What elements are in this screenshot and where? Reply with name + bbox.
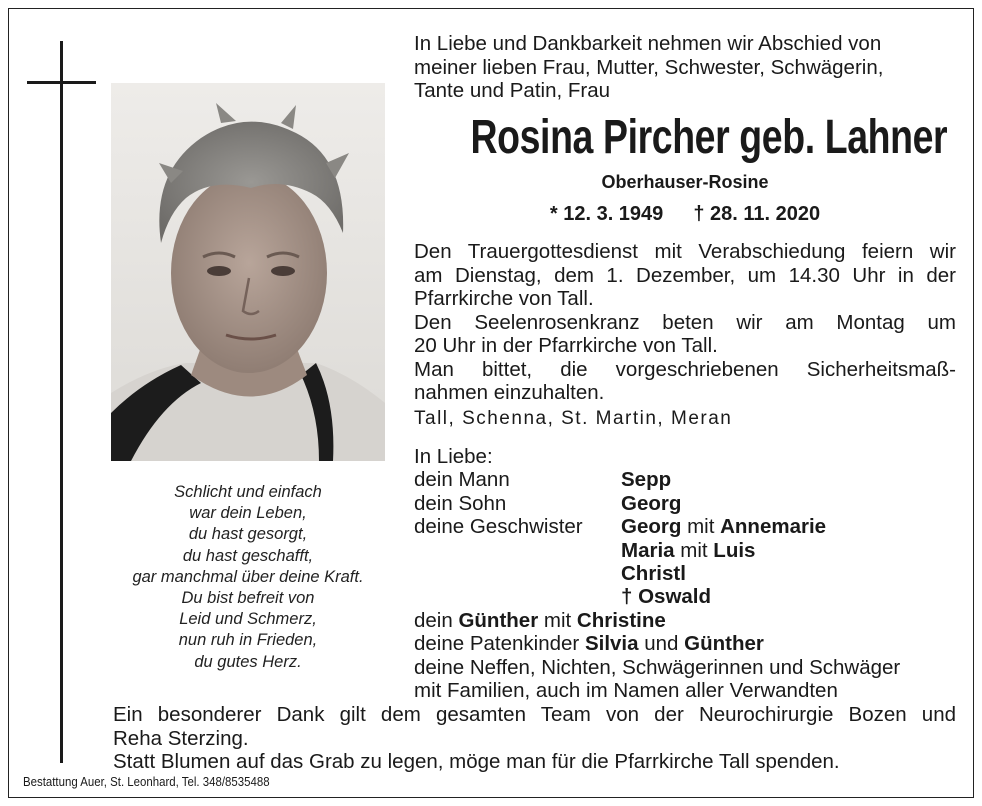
poem-line: Du bist befreit von xyxy=(181,589,315,608)
service-line: 20 Uhr in der Pfarrkirche von Tall. xyxy=(414,334,718,357)
intro-text xyxy=(414,32,956,103)
family-row-siblings xyxy=(414,515,959,538)
mourner-name: Sepp xyxy=(621,468,672,492)
mourner-name: Günther xyxy=(458,608,539,632)
cross-horizontal xyxy=(27,81,96,84)
deceased-nickname: Oberhauser-Rosine xyxy=(601,172,769,192)
relation-label: deine Geschwister xyxy=(414,515,583,539)
family-row-relatives2: mit Familien, auch im Namen aller Verwandten xyxy=(414,679,838,703)
poem-line: nun ruh in Frieden, xyxy=(178,631,318,650)
family-row-godchildren xyxy=(414,632,959,655)
places-line: Tall, Schenna, St. Martin, Meran xyxy=(414,408,733,429)
intro-line: Tante und Patin, Frau xyxy=(414,79,611,102)
mourner-name: Maria xyxy=(621,538,675,562)
family-heading: In Liebe: xyxy=(414,445,493,468)
deceased-name: Rosina Pircher geb. Lahner xyxy=(470,111,948,164)
service-line: am Dienstag, dem 1. Dezember, um 14.30 Uhr in der xyxy=(414,263,956,287)
thanks-line: Reha Sterzing. xyxy=(113,726,249,750)
mourner-name: † Oswald xyxy=(621,585,712,609)
relation-label: dein xyxy=(414,608,453,632)
thanks-line: Ein besonderer Dank gilt dem gesamten Team von der Neurochirurgie Bozen und xyxy=(113,703,956,726)
service-info xyxy=(414,240,956,405)
family-row-sibling4 xyxy=(414,585,959,608)
relation-label: dein Mann xyxy=(414,468,510,492)
connector: mit xyxy=(543,608,572,632)
connector: mit xyxy=(680,538,708,562)
family-row-guenther xyxy=(414,609,959,632)
family-row-son xyxy=(414,492,959,515)
mourner-name: Luis xyxy=(713,538,756,562)
intro-line: meiner lieben Frau, Mutter, Schwester, Schwägerin, xyxy=(414,55,884,79)
death-date: † 28. 11. 2020 xyxy=(693,203,821,225)
poem-line: gar manchmal über deine Kraft. xyxy=(132,567,364,586)
poem-line: Schlicht und einfach xyxy=(174,483,322,501)
mourner-name: Georg xyxy=(621,491,682,515)
service-line: Man bittet, die vorgeschriebenen Sicherheitsmaß- xyxy=(414,357,956,381)
thanks-text xyxy=(113,703,956,774)
connector: mit xyxy=(687,515,715,539)
undertaker-info: Bestattung Auer, St. Leonhard, Tel. 348/8535488 xyxy=(23,774,270,789)
poem-line: du gutes Herz. xyxy=(194,652,302,671)
poem-line: war dein Leben, xyxy=(189,504,307,523)
service-line: Den Seelenrosenkranz beten wir am Montag um xyxy=(414,310,956,334)
poem-line: Leid und Schmerz, xyxy=(179,610,317,629)
intro-line: In Liebe und Dankbarkeit nehmen wir Abschied von xyxy=(414,32,882,55)
connector: und xyxy=(644,632,679,656)
relation-label: dein Sohn xyxy=(414,491,507,515)
cross-vertical xyxy=(60,41,63,763)
memorial-poem xyxy=(104,482,392,673)
mourner-name: Christine xyxy=(576,608,666,632)
mourners-list xyxy=(414,445,959,702)
poem-line: du hast gesorgt, xyxy=(188,525,308,544)
portrait-photo xyxy=(111,83,385,461)
relation-label: deine Patenkinder xyxy=(414,632,580,656)
service-line: nahmen einzuhalten. xyxy=(414,381,605,404)
mourner-name: Annemarie xyxy=(720,515,827,539)
mourner-name: Christl xyxy=(621,562,686,586)
life-dates xyxy=(414,200,956,228)
mourner-name: Günther xyxy=(684,632,764,656)
service-line: Den Trauergottesdienst mit Verabschiedung feiern wir xyxy=(414,240,956,263)
thanks-line: Statt Blumen auf das Grab zu legen, möge man für die Pfarrkirche Tall spenden. xyxy=(113,750,840,773)
family-heading-row xyxy=(414,445,959,468)
service-line: Pfarrkirche von Tall. xyxy=(414,287,594,310)
family-row-sibling3 xyxy=(414,562,959,585)
birth-date: * 12. 3. 1949 xyxy=(549,203,664,225)
mourner-name: Georg xyxy=(621,515,682,539)
poem-line: du hast geschafft, xyxy=(182,546,314,565)
mourner-name: Silvia xyxy=(584,632,639,656)
family-row-husband xyxy=(414,468,959,491)
family-row-sibling2 xyxy=(414,539,959,562)
family-row-relatives: deine Neffen, Nichten, Schwägerinnen und Schwäger xyxy=(414,655,901,679)
